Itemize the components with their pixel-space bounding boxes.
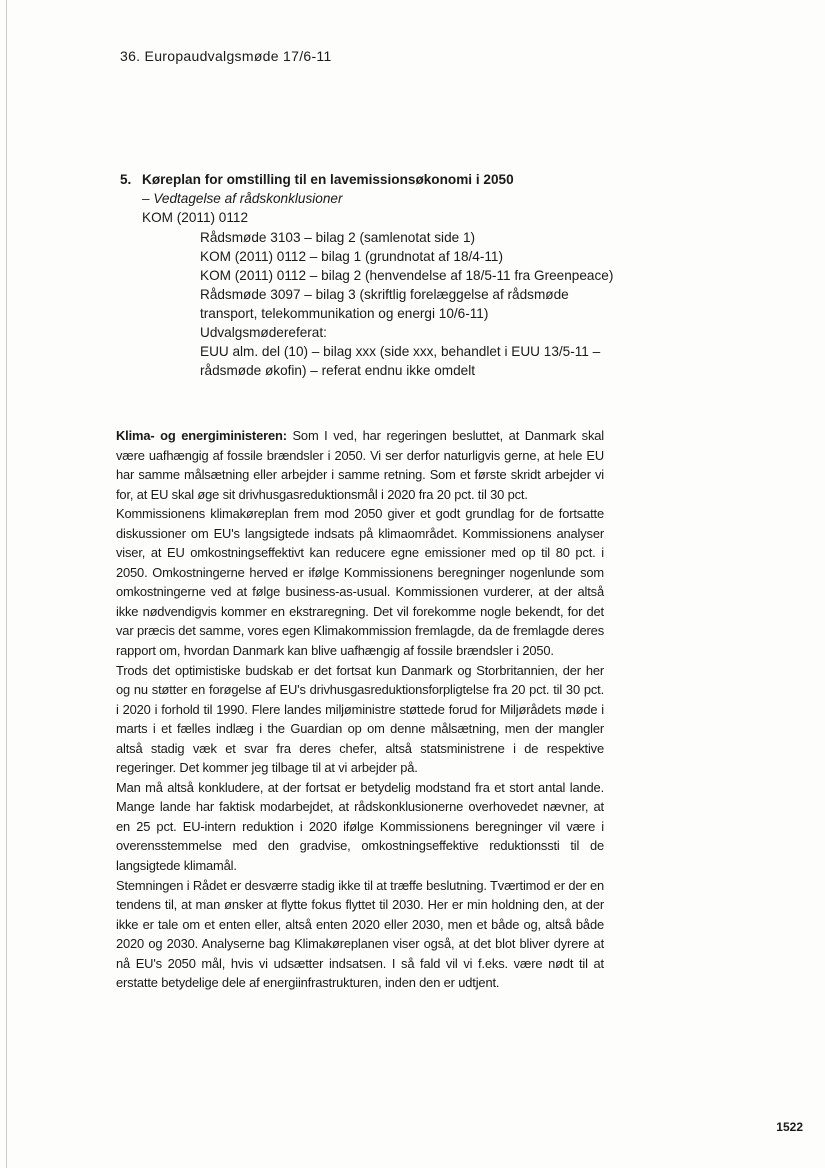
speech-text: Som I ved, har regeringen besluttet, at Danmark skal være uafhængig af fossile brændsler i 2050. Vi ser derfor naturligvis gerne, at hele EU har samme målsætning eller arbejder i samme retning. Som et første skridt arbejder vi for, at EU skal øge sit drivhusgasreduktionsmål i 2020 fra 20 pct. til 30 pct. bbox=[116, 428, 604, 502]
meeting-header: 36. Europaudvalgsmøde 17/6-11 bbox=[120, 48, 332, 64]
speech-paragraph: Stemningen i Rådet er desværre stadig ikke til at træffe beslutning. Tværtimod er der en tendens til, at man ønsker at flytte fokus flyttet til 2030. Her er min holdning den, at der ikke er tale om et enten eller, altså enten 2020 eller 2030, men et både og, altså både 2020 og 2030. Analyserne bag Klimakøreplanen viser også, at det blot bliver dyrere at nå EU's 2050 mål, hvis vi udsætter indsatsen. I så fald vil vi f.eks. være nødt til at erstatte betydelige dele af energiinfrastrukturen, inden den er udtjent. bbox=[116, 877, 604, 991]
page-number: 1522 bbox=[776, 1120, 803, 1134]
reference-item: Rådsmøde 3103 – bilag 2 (samlenotat side 1) bbox=[200, 230, 476, 245]
agenda-item bbox=[120, 170, 680, 380]
reference-item: EUU alm. del (10) – bilag xxx (side xxx, behandlet i EUU 13/5-11 – rådsmøde økofin) – referat endnu ikke omdelt bbox=[200, 344, 601, 378]
speech-paragraph: Man må altså konkludere, at der fortsat er betydelig modstand fra et stort antal lande. Mange lande har faktisk modarbejdet, at rådskonklusionerne overhovedet nævner, at en 25 pct. EU-intern reduktion i 2020 ifølge Kommissionens beregninger vil være i overensstemmelse med den gradvise, omkostningseffektive reduktionssti til de langsigtede klimamål. bbox=[116, 779, 604, 874]
minister-speech bbox=[116, 426, 604, 993]
reference-item: KOM (2011) 0112 – bilag 1 (grundnotat af 18/4-11) bbox=[200, 249, 504, 264]
agenda-kom-number: KOM (2011) 0112 bbox=[142, 210, 249, 225]
agenda-title: Køreplan for omstilling til en lavemissionsøkonomi i 2050 bbox=[142, 172, 514, 187]
reference-item: KOM (2011) 0112 – bilag 2 (henvendelse af 18/5-11 fra Greenpeace) bbox=[200, 268, 614, 283]
speech-paragraph bbox=[116, 426, 604, 504]
scan-edge-line bbox=[6, 0, 7, 1168]
reference-item: Rådsmøde 3097 – bilag 3 (skriftlig forelæggelse af rådsmøde transport, telekommunikation og energi 10/6-11) bbox=[200, 287, 569, 321]
reference-item: Udvalgsmødereferat: bbox=[200, 325, 327, 340]
agenda-subtitle: – Vedtagelse af rådskonklusioner bbox=[142, 191, 343, 206]
agenda-number: 5. bbox=[120, 172, 132, 187]
reference-list bbox=[200, 228, 620, 380]
agenda-title-row bbox=[120, 170, 680, 189]
speaker-name: Klima- og energiministeren: bbox=[116, 428, 287, 443]
speech-paragraph: Kommissionens klimakøreplan frem mod 2050 giver et godt grundlag for de fortsatte diskussioner om EU's langsigtede indsats på klimaområdet. Kommissionens analyser viser, at EU omkostningseffektivt kan reducere egne emissioner med op til 80 pct. i 2050. Omkostningerne herved er ifølge Kommissionens beregninger nogenlunde som omkostningerne ved at følge business-as-usual. Kommissionen vurderer, at der altså ikke nødvendigvis kommer en ekstraregning. Det vil forekomme nogle bekendt, for det var præcis det samme, vores egen Klimakommission fremlagde, da de fremlagde deres rapport om, hvordan Danmark kan blive uafhængig af fossile brændsler i 2050. bbox=[116, 506, 604, 659]
speech-paragraph: Trods det optimistiske budskab er det fortsat kun Danmark og Storbritannien, der her og nu støtter en forøgelse af EU's drivhusgasreduktionsforpligtelse fra 20 pct. til 30 pct. i 2020 i forhold til 1990. Flere landes miljøministre støttede forud for Miljørådets møde i marts i et fælles indlæg i the Guardian op om denne målsætning, men der mangler altså stadig væk et svar fra deres chefer, altså statsministrene i de respektive regeringer. Det kommer jeg tilbage til at vi arbejder på. bbox=[116, 662, 604, 776]
